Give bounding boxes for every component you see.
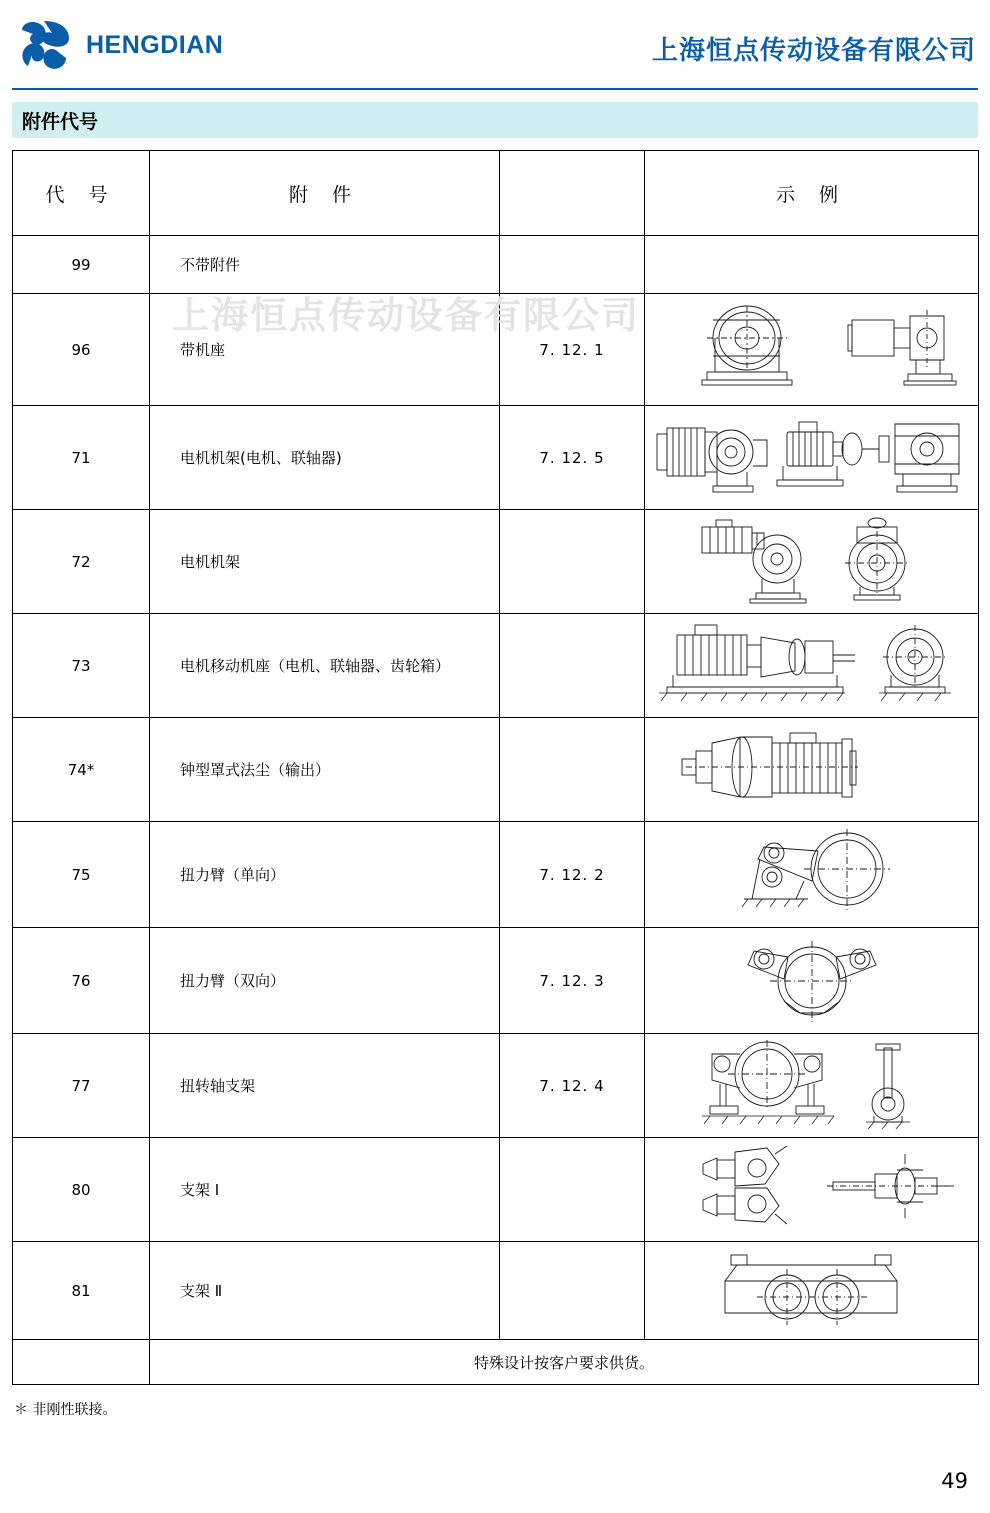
cell-ref: 7. 12. 3 <box>500 928 645 1034</box>
cell-code: 96 <box>13 294 150 406</box>
cell-ref <box>500 510 645 614</box>
cell-example <box>645 406 979 510</box>
cell-example <box>645 294 979 406</box>
cell-code: 75 <box>13 822 150 928</box>
accessory-code-table <box>12 150 979 1385</box>
cell-example <box>645 1138 979 1242</box>
table-row <box>13 1034 979 1138</box>
cell-name: 带机座 <box>150 294 500 406</box>
logo-text: HENGDIAN <box>86 30 224 59</box>
footnote-text: ＊ 非刚性联接。 <box>14 1402 117 1418</box>
table-footer-row <box>13 1340 979 1385</box>
header-cell-ref <box>500 151 645 236</box>
page-title: 附件代号 <box>22 110 99 133</box>
table-row <box>13 236 979 294</box>
header-cell-example <box>645 151 979 236</box>
page-number: 49 <box>941 1469 968 1493</box>
cell-ref <box>500 1242 645 1340</box>
page-header <box>0 0 990 90</box>
footer-note: 特殊设计按客户要求供货。 <box>150 1340 979 1385</box>
table-row <box>13 718 979 822</box>
header-divider <box>12 88 978 90</box>
cell-ref: 7. 12. 1 <box>500 294 645 406</box>
cell-name: 不带附件 <box>150 236 500 294</box>
drawing-torsion-shaft-bracket-icon <box>662 1040 962 1132</box>
cell-name: 扭转轴支架 <box>150 1034 500 1138</box>
table-row <box>13 294 979 406</box>
cell-name: 扭力臂（单向） <box>150 822 500 928</box>
cell-ref: 7. 12. 4 <box>500 1034 645 1138</box>
drawing-bracket-1-icon <box>657 1144 967 1236</box>
cell-name: 电机移动机座（电机、联轴器、齿轮箱） <box>150 614 500 718</box>
cell-code: 73 <box>13 614 150 718</box>
cell-code: 74* <box>13 718 150 822</box>
cell-example <box>645 510 979 614</box>
table-row <box>13 822 979 928</box>
table-row <box>13 928 979 1034</box>
fan-logo-icon <box>14 16 74 74</box>
drawing-torque-arm-double-icon <box>692 935 932 1027</box>
cell-example <box>645 1242 979 1340</box>
cell-example <box>645 822 979 928</box>
table-row <box>13 1242 979 1340</box>
header-label-example: 示 例 <box>775 183 848 206</box>
table-header-row <box>13 151 979 236</box>
cell-ref <box>500 614 645 718</box>
drawing-bell-housing-icon <box>662 725 962 815</box>
drawing-bracket-2-icon <box>687 1247 937 1335</box>
cell-code: 80 <box>13 1138 150 1242</box>
drawing-base-mount-icon <box>652 300 972 400</box>
header-label-name: 附 件 <box>288 183 361 206</box>
cell-code: 99 <box>13 236 150 294</box>
drawing-torque-arm-single-icon <box>692 829 932 921</box>
cell-code: 71 <box>13 406 150 510</box>
cell-code: 72 <box>13 510 150 614</box>
cell-ref <box>500 236 645 294</box>
cell-example <box>645 614 979 718</box>
watermark-text: 上海恒点传动设备有限公司 <box>172 294 640 337</box>
drawing-motor-frame-icon <box>662 515 962 609</box>
drawing-motor-frame-coupling-icon <box>647 410 977 506</box>
cell-name: 电机机架(电机、联轴器) <box>150 406 500 510</box>
cell-ref <box>500 1138 645 1242</box>
cell-name: 支架 Ⅱ <box>150 1242 500 1340</box>
table-row <box>13 614 979 718</box>
table-row <box>13 406 979 510</box>
cell-ref: 7. 12. 5 <box>500 406 645 510</box>
cell-code: 81 <box>13 1242 150 1340</box>
cell-name: 钟型罩式法尘（输出） <box>150 718 500 822</box>
cell-example <box>645 236 979 294</box>
drawing-motor-slide-base-icon <box>647 619 977 713</box>
header-cell-name <box>150 151 500 236</box>
table-row <box>13 1138 979 1242</box>
cell-name: 电机机架 <box>150 510 500 614</box>
header-label-code: 代 号 <box>45 183 117 206</box>
logo-block <box>14 16 223 74</box>
table-row <box>13 510 979 614</box>
company-name: 上海恒点传动设备有限公司 <box>651 36 976 66</box>
cell-code: 77 <box>13 1034 150 1138</box>
accessory-table-wrap <box>12 150 978 1385</box>
cell-example <box>645 928 979 1034</box>
cell-name: 支架 Ⅰ <box>150 1138 500 1242</box>
cell-ref <box>500 718 645 822</box>
cell-code: 76 <box>13 928 150 1034</box>
cell-example <box>645 1034 979 1138</box>
cell-name: 扭力臂（双向） <box>150 928 500 1034</box>
footer-cell-empty <box>13 1340 150 1385</box>
header-cell-code <box>13 151 150 236</box>
section-title-bar <box>12 102 978 138</box>
cell-ref: 7. 12. 2 <box>500 822 645 928</box>
cell-example <box>645 718 979 822</box>
